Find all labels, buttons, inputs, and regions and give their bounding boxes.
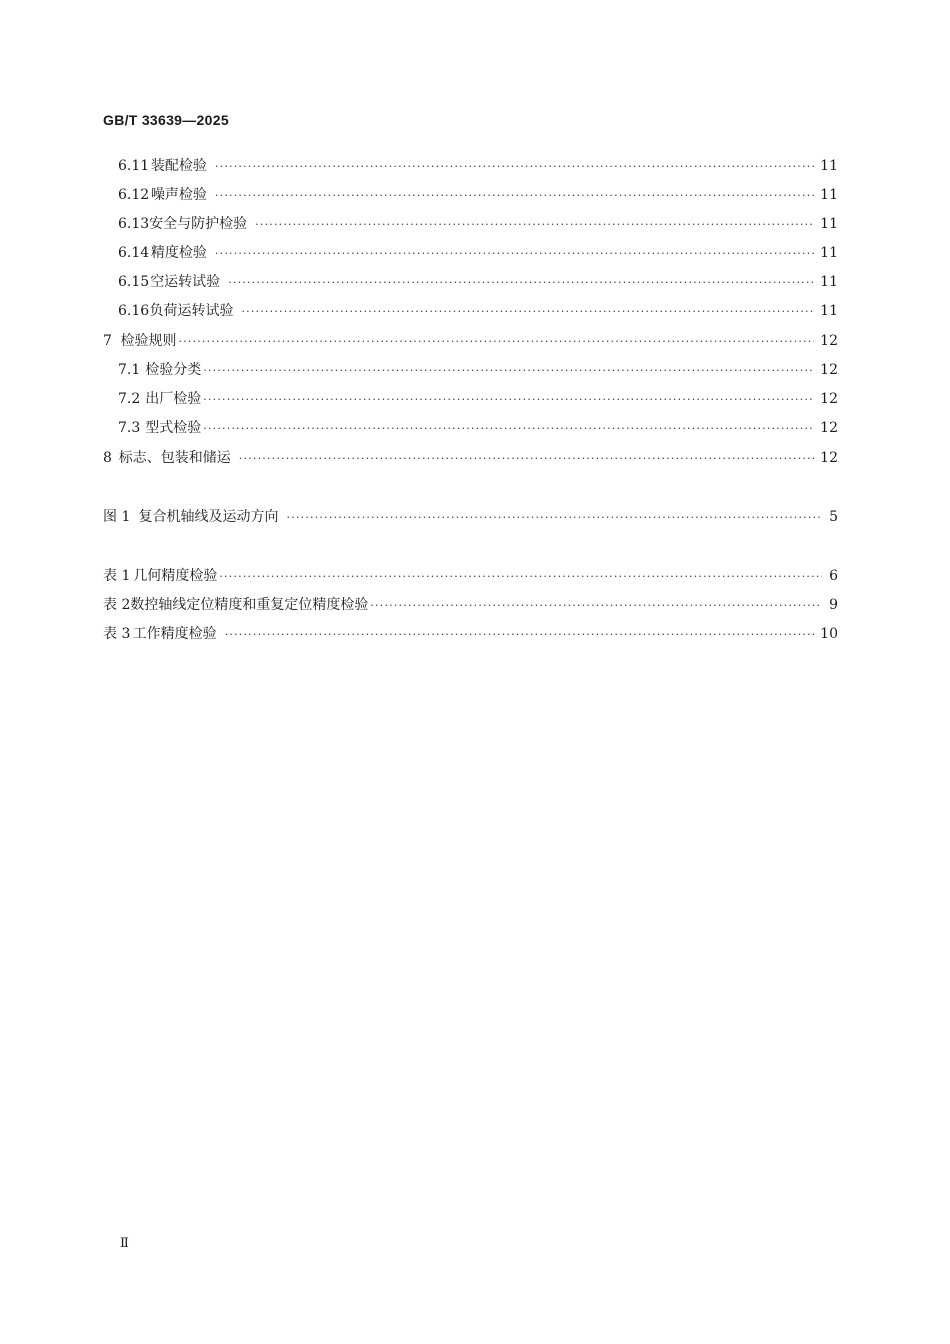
toc-entry-6-15[interactable] <box>118 272 838 292</box>
toc-entry-number: 6.12 <box>118 187 150 203</box>
toc-entry-6-14[interactable] <box>118 243 838 263</box>
toc-dot-leader <box>287 508 822 528</box>
toc-entry-number: 7.3 <box>118 420 141 436</box>
toc-dot-leader <box>370 596 822 616</box>
toc-table-page: 10 <box>820 626 838 642</box>
toc-figure-title: 复合机轴线及运动方向 <box>138 509 279 525</box>
toc-entry-6-16[interactable] <box>118 301 838 321</box>
toc-entry-page: 12 <box>820 362 838 378</box>
toc-entry-page: 11 <box>820 216 838 232</box>
toc-entry-page: 11 <box>820 245 838 261</box>
toc-dot-leader <box>215 157 814 177</box>
toc-entry-number: 8 <box>103 450 112 466</box>
toc-table-1[interactable] <box>103 566 838 586</box>
toc-dot-leader <box>228 273 814 293</box>
toc-table-number: 表 3 <box>103 626 131 642</box>
toc-entry-8[interactable] <box>103 448 838 468</box>
page-number: Ⅱ <box>120 1236 129 1251</box>
toc-entry-page: 11 <box>820 187 838 203</box>
toc-entry-page: 12 <box>820 450 838 466</box>
toc-table-page: 6 <box>829 568 838 584</box>
toc-entry-number: 6.13 <box>118 216 150 232</box>
toc-entry-number: 7 <box>103 333 112 349</box>
toc-dot-leader <box>255 215 814 235</box>
toc-entry-title: 检验分类 <box>145 362 202 378</box>
toc-entry-page: 11 <box>820 303 838 319</box>
toc-table-number: 表 2 <box>103 597 131 613</box>
toc-entry-number: 6.16 <box>118 303 150 319</box>
toc-figure-1[interactable] <box>103 507 838 527</box>
toc-entry-title: 安全与防护检验 <box>149 216 248 232</box>
toc-entry-number: 6.14 <box>118 245 150 261</box>
toc-dot-leader <box>178 332 814 352</box>
toc-entry-7[interactable] <box>103 331 838 351</box>
toc-table-2[interactable] <box>103 595 838 615</box>
toc-dot-leader <box>239 449 814 469</box>
toc-entry-number: 6.11 <box>118 158 150 174</box>
toc-figure-page: 5 <box>829 509 838 525</box>
toc-entry-title: 检验规则 <box>120 333 177 349</box>
toc-entry-7-2[interactable] <box>118 389 838 409</box>
toc-dot-leader <box>241 302 814 322</box>
toc-table-title: 数控轴线定位精度和重复定位精度检验 <box>130 597 369 613</box>
toc-entry-7-1[interactable] <box>118 360 838 380</box>
toc-entry-title: 装配检验 <box>150 158 207 174</box>
toc-figure-number: 图 1 <box>103 509 131 525</box>
toc-entry-title: 精度检验 <box>150 245 207 261</box>
toc-table-title: 工作精度检验 <box>132 626 217 642</box>
toc-dot-leader <box>203 419 814 439</box>
toc-entry-page: 12 <box>820 391 838 407</box>
toc-dot-leader <box>215 244 814 264</box>
toc-entry-6-13[interactable] <box>118 214 838 234</box>
toc-entry-title: 负荷运转试验 <box>149 303 234 319</box>
toc-entry-number: 6.15 <box>118 274 150 290</box>
toc-entry-title: 噪声检验 <box>150 187 207 203</box>
toc-entry-page: 12 <box>820 420 838 436</box>
toc-table-title: 几何精度检验 <box>133 568 218 584</box>
toc-table-number: 表 1 <box>103 568 131 584</box>
toc-entry-title: 标志、包装和储运 <box>118 450 231 466</box>
toc-entry-6-12[interactable] <box>118 185 838 205</box>
toc-entry-title: 型式检验 <box>145 420 202 436</box>
toc-dot-leader <box>203 361 814 381</box>
toc-dot-leader <box>215 186 814 206</box>
toc-dot-leader <box>219 567 822 587</box>
toc-dot-leader <box>203 390 814 410</box>
toc-entry-number: 7.2 <box>118 391 141 407</box>
toc-entry-title: 出厂检验 <box>145 391 202 407</box>
toc-entry-7-3[interactable] <box>118 418 838 438</box>
toc-table-page: 9 <box>829 597 838 613</box>
toc-entry-page: 11 <box>820 158 838 174</box>
toc-entry-6-11[interactable] <box>118 156 838 176</box>
toc-entry-title: 空运转试验 <box>150 274 221 290</box>
toc-entry-page: 11 <box>820 274 838 290</box>
toc-table-3[interactable] <box>103 624 838 644</box>
toc-dot-leader <box>225 625 814 645</box>
toc-entry-page: 12 <box>820 333 838 349</box>
toc-entry-number: 7.1 <box>118 362 141 378</box>
document-standard-code: GB/T 33639—2025 <box>103 112 229 128</box>
